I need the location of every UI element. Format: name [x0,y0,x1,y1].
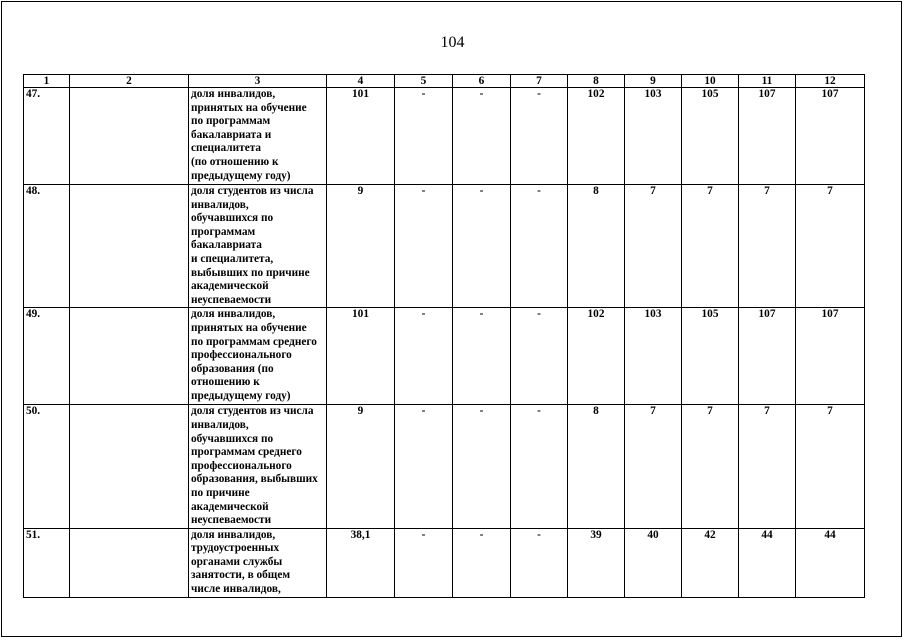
value-cell: - [511,405,568,528]
value-cell: - [395,308,453,405]
value-cell: 7 [625,185,682,308]
column-header: 7 [511,75,568,88]
column-header: 3 [189,75,327,88]
column-header: 12 [796,75,865,88]
value-cell: - [395,528,453,597]
table-row [24,405,865,528]
table-row [24,308,865,405]
value-cell: 7 [796,185,865,308]
value-cell: 9 [327,185,395,308]
value-cell: - [511,528,568,597]
value-cell: 103 [625,88,682,185]
value-cell: 102 [568,308,625,405]
column-header: 2 [70,75,189,88]
column-header: 8 [568,75,625,88]
value-cell: 101 [327,308,395,405]
row-number: 47. [24,88,70,185]
value-cell: 42 [682,528,739,597]
value-cell: 107 [739,88,796,185]
column-header: 4 [327,75,395,88]
value-cell: 107 [796,88,865,185]
value-cell: 7 [739,405,796,528]
value-cell: - [395,185,453,308]
value-cell: 103 [625,308,682,405]
value-cell: 8 [568,405,625,528]
value-cell: 107 [739,308,796,405]
value-cell: 44 [739,528,796,597]
value-cell: - [511,308,568,405]
column-header: 6 [453,75,511,88]
indicator-name: доля инвалидов, принятых на обучение по программам среднего профессионального образования (по отношению к предыдущему году) [189,308,327,405]
value-cell: 7 [796,405,865,528]
page-number: 104 [440,34,465,51]
value-cell: 40 [625,528,682,597]
column-header: 1 [24,75,70,88]
row-col2-cell [70,405,189,528]
indicators-table [23,74,865,598]
value-cell: 107 [796,308,865,405]
row-col2-cell [70,185,189,308]
table-row [24,185,865,308]
row-number: 49. [24,308,70,405]
value-cell: - [395,88,453,185]
value-cell: 7 [682,405,739,528]
column-header: 5 [395,75,453,88]
value-cell: 9 [327,405,395,528]
value-cell: 105 [682,308,739,405]
value-cell: - [453,88,511,185]
value-cell: - [453,185,511,308]
value-cell: - [453,308,511,405]
column-header: 10 [682,75,739,88]
row-col2-cell [70,308,189,405]
row-number: 51. [24,528,70,597]
value-cell: - [453,528,511,597]
table-header-row [24,75,865,88]
column-header: 9 [625,75,682,88]
value-cell: 7 [625,405,682,528]
value-cell: 7 [739,185,796,308]
row-col2-cell [70,528,189,597]
row-number: 48. [24,185,70,308]
value-cell: 7 [682,185,739,308]
value-cell: 44 [796,528,865,597]
table-row [24,88,865,185]
value-cell: - [395,405,453,528]
value-cell: 38,1 [327,528,395,597]
value-cell: - [511,185,568,308]
value-cell: 39 [568,528,625,597]
row-number: 50. [24,405,70,528]
indicator-name: доля инвалидов, трудоустроенных органами службы занятости, в общем числе инвалидов, [189,528,327,597]
value-cell: - [453,405,511,528]
value-cell: 101 [327,88,395,185]
row-col2-cell [70,88,189,185]
value-cell: - [511,88,568,185]
value-cell: 8 [568,185,625,308]
value-cell: 102 [568,88,625,185]
indicator-name: доля студентов из числа инвалидов, обучавшихся по программам бакалавриата и специалитета, выбывших по причине академической неуспеваемости [189,185,327,308]
column-header: 11 [739,75,796,88]
indicator-name: доля инвалидов, принятых на обучение по программам бакалавриата и специалитета (по отношению к предыдущему году) [189,88,327,185]
indicator-name: доля студентов из числа инвалидов, обучавшихся по программам среднего профессионального образования, выбывших по причине академической неуспеваемости [189,405,327,528]
table-row [24,528,865,597]
value-cell: 105 [682,88,739,185]
